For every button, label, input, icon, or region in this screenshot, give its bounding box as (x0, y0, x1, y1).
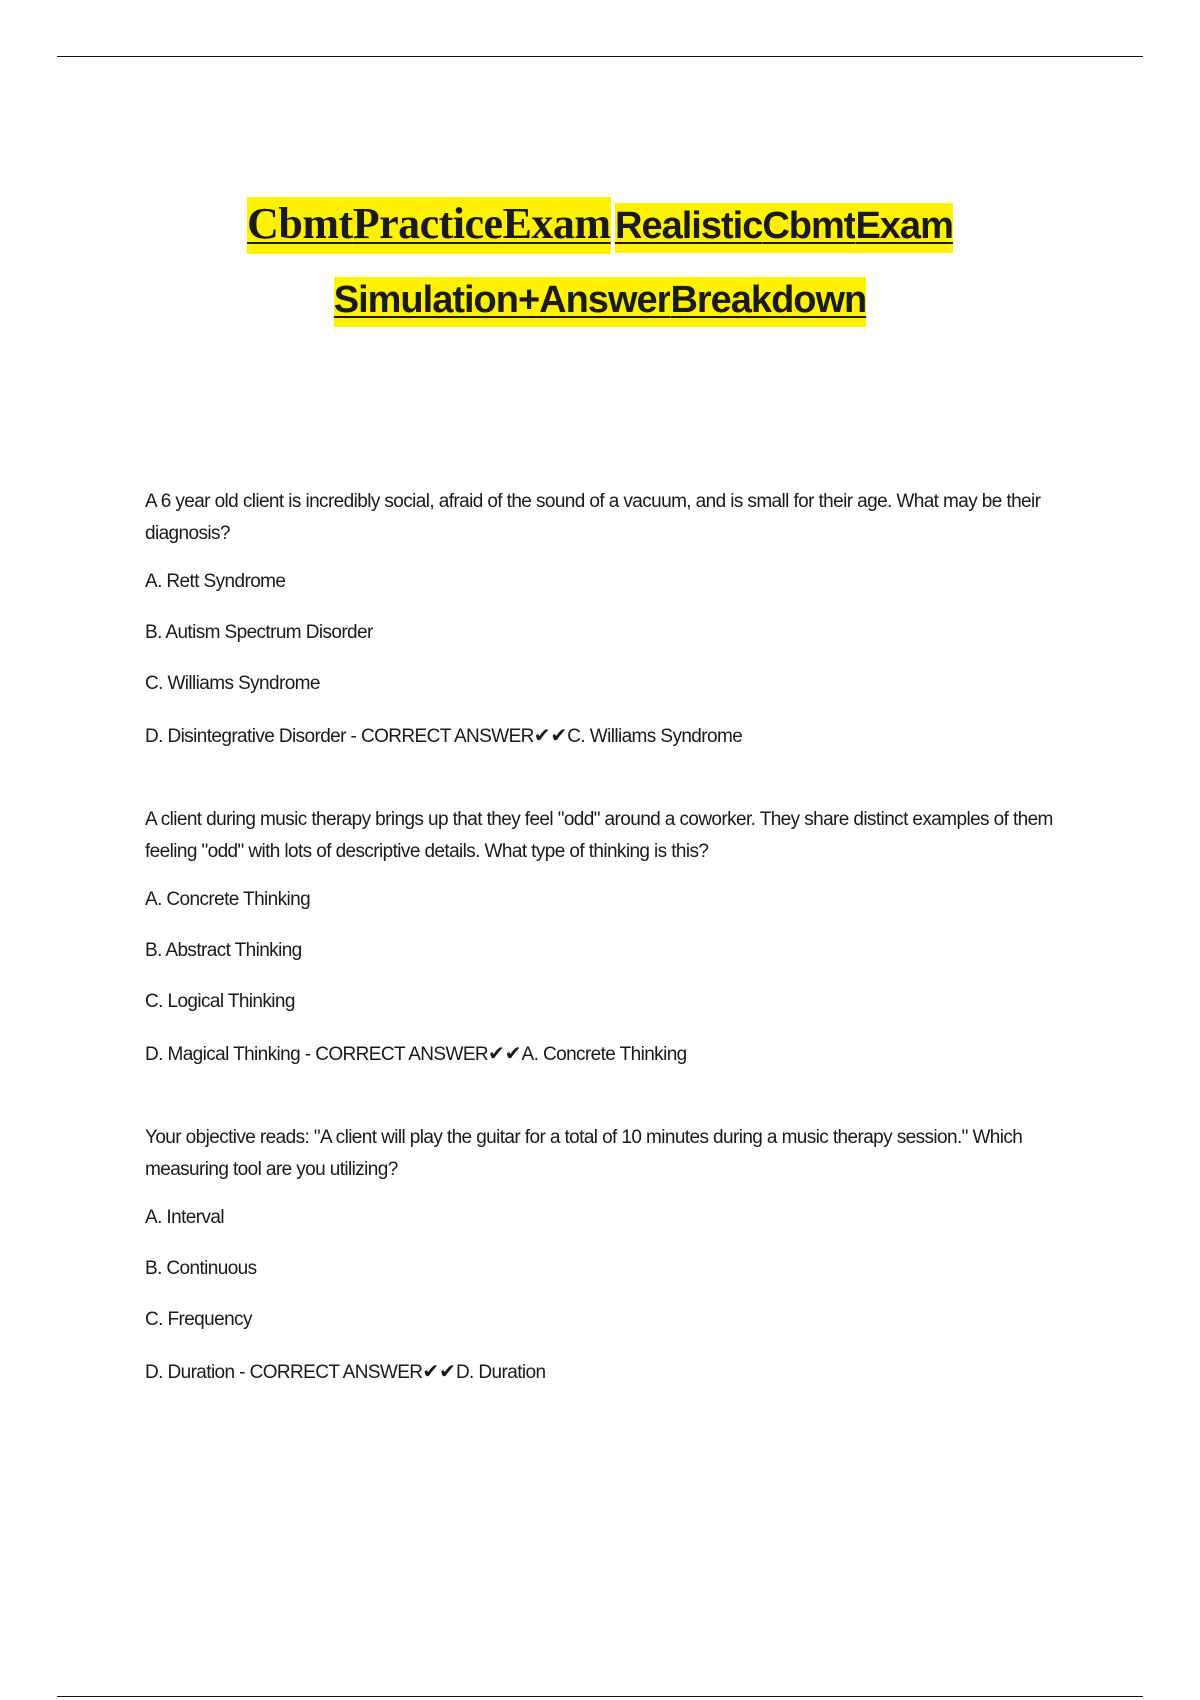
question-block-1 (145, 486, 1085, 753)
correct-answer-label: CORRECT ANSWER (249, 1362, 423, 1383)
check-mark-icon: ✔✔ (422, 1359, 456, 1383)
bottom-rule (57, 1696, 1143, 1697)
title-segment: Realistic (615, 203, 762, 253)
answer-option: C. Williams Syndrome (145, 673, 320, 694)
answer-option: B. Continuous (145, 1258, 257, 1279)
correct-answer: C. Williams Syndrome (567, 726, 743, 747)
title-segment: Simulation+Answer (334, 277, 671, 327)
title-segment: Breakdown (670, 277, 866, 327)
correct-answer: A. Concrete Thinking (521, 1044, 687, 1065)
question-list (145, 486, 1085, 1440)
title-segment: Practice (353, 197, 503, 254)
title-segment: Exam (503, 197, 611, 254)
answer-option: C. Frequency (145, 1309, 252, 1330)
answer-option: D. Magical Thinking (145, 1044, 301, 1065)
title-segment: Exam (855, 203, 952, 253)
answer-option: D. Disintegrative Disorder (145, 726, 346, 747)
question-text: A client during music therapy brings up that they feel "odd" around a coworker. They share distinct examples of them feeling "odd" with lots of descriptive details. What type of thinking is this? (145, 809, 1053, 862)
answer-option: C. Logical Thinking (145, 991, 295, 1012)
question-text: Your objective reads: "A client will play the guitar for a total of 10 minutes during a music therapy session." Which measuring tool are you utilizing? (145, 1127, 1023, 1180)
answer-option: A. Concrete Thinking (145, 889, 311, 910)
answer-option: A. Interval (145, 1207, 224, 1228)
check-mark-icon: ✔✔ (533, 723, 568, 747)
title-segment: Cbmt (762, 203, 855, 253)
question-block-3 (145, 1122, 1085, 1389)
question-text: A 6 year old client is incredibly social, afraid of the sound of a vacuum, and is small for their age. What may be their diagnosis? (145, 491, 1041, 544)
check-mark-icon: ✔✔ (488, 1041, 522, 1065)
answer-option: A. Rett Syndrome (145, 571, 286, 592)
document-title (60, 190, 1140, 341)
answer-option-with-key: D. Disintegrative Disorder - CORRECT ANSWER✔✔C. Williams Syndrome (145, 723, 743, 747)
answer-option: D. Duration (145, 1362, 235, 1383)
correct-answer-label: CORRECT ANSWER (315, 1044, 489, 1065)
title-segment: Cbmt (247, 197, 353, 254)
correct-answer: D. Duration (455, 1362, 546, 1383)
answer-option-with-key: D. Magical Thinking - CORRECT ANSWER✔✔A. Concrete Thinking (145, 1041, 687, 1065)
correct-answer-label: CORRECT ANSWER (360, 726, 534, 747)
title-line-1 (60, 190, 1140, 267)
answer-option: B. Abstract Thinking (145, 940, 302, 961)
answer-option-with-key: D. Duration - CORRECT ANSWER✔✔D. Duration (145, 1359, 546, 1383)
answer-option: B. Autism Spectrum Disorder (145, 622, 373, 643)
top-rule (57, 56, 1143, 57)
question-block-2 (145, 804, 1085, 1071)
title-line-2 (60, 267, 1140, 341)
